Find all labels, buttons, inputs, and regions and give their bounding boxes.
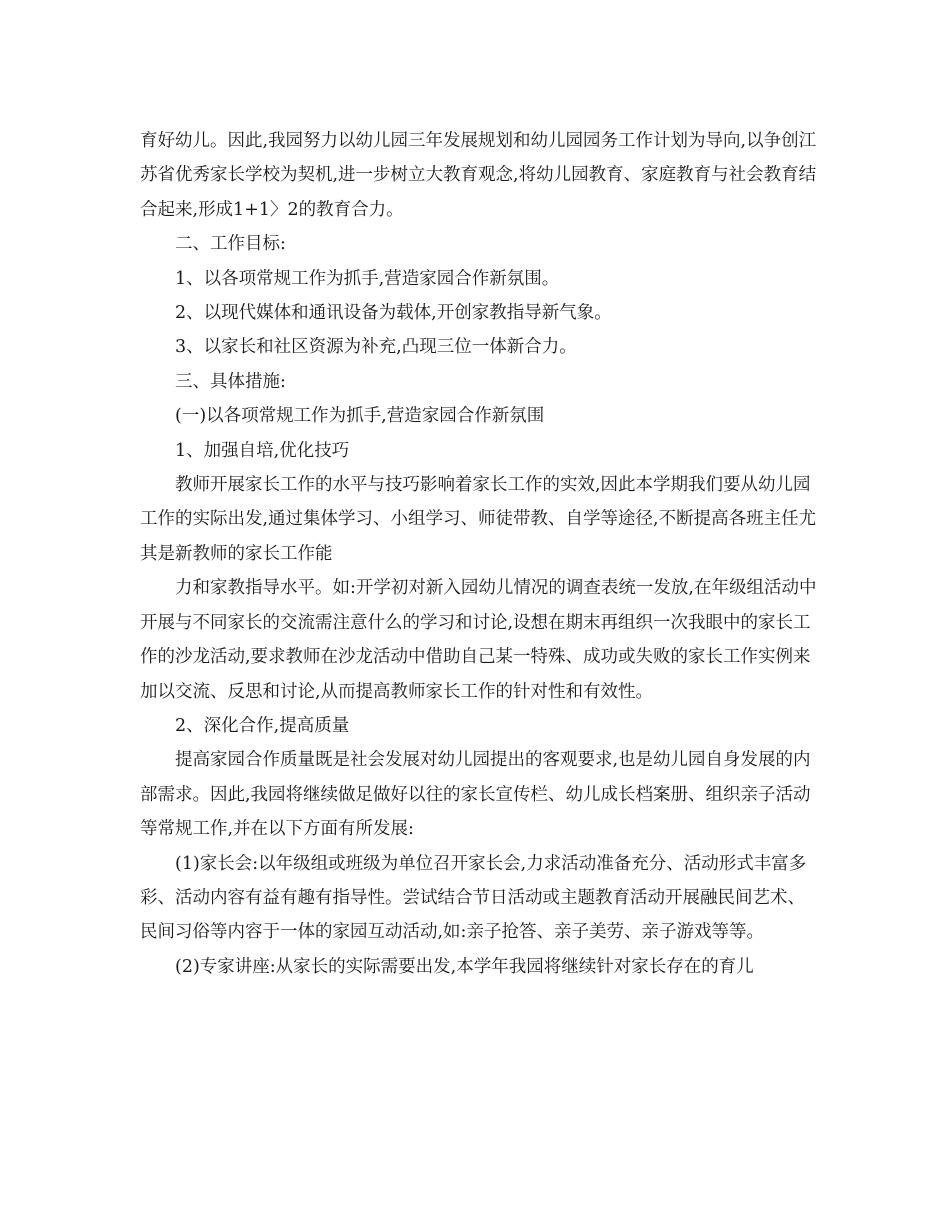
goal-item-1: 1、以各项常规工作为抓手,营造家园合作新氛围。 [175, 268, 560, 289]
goal-item-2: 2、以现代媒体和通讯设备为载体,开创家教指导新气象。 [175, 303, 612, 324]
paragraph-cooperation-quality: 提高家园合作质量既是社会发展对幼儿园提出的客观要求,也是幼儿园自身发展的内部需求。因此,我园将继续做足做好以往的家长宣传栏、幼儿成长档案册、组织亲子活动等常规工作,并在以下方面有所发展: [140, 750, 811, 840]
paragraph-guidance-level: 力和家教指导水平。如:开学初对新入园幼儿情况的调查表统一发放,在年级组活动中开展与不同家长的交流需注意什么的学习和讨论,设想在期末再组织一次我眼中的家长工作的沙龙活动,要求教师在沙龙活动中借助自己某一特殊、成功或失败的家长工作实例来加以交流、反思和讨论,从而提高教师家长工作的针对性和有效性。 [140, 578, 817, 702]
subheading-deepen-cooperation: 2、深化合作,提高质量 [175, 715, 350, 736]
paragraph-intro: 育好幼儿。因此,我园努力以幼儿园三年发展规划和幼儿园园务工作计划为导向,以争创江苏省优秀家长学校为契机,进一步树立大教育观念,将幼儿园教育、家庭教育与社会教育结合起来,形成1+1〉2的教育合力。 [140, 131, 817, 220]
heading-work-goals: 二、工作目标: [175, 234, 286, 255]
paragraph-teacher-skills: 教师开展家长工作的水平与技巧影响着家长工作的实效,因此本学期我们要从幼儿园工作的实际出发,通过集体学习、小组学习、师徒带教、自学等途径,不断提高各班主任尤其是新教师的家长工作能 [140, 475, 817, 564]
heading-measures: 三、具体措施: [175, 371, 286, 392]
goal-item-3: 3、以家长和社区资源为补充,凸现三位一体新合力。 [175, 337, 577, 358]
paragraph-expert-lecture: (2)专家讲座:从家长的实际需要出发,本学年我园将继续针对家长存在的育儿 [175, 956, 754, 977]
paragraph-parent-meeting: (1)家长会:以年级组或班级为单位召开家长会,力求活动准备充分、活动形式丰富多彩、活动内容有益有趣有指导性。尝试结合节日活动或主题教育活动开展融民间艺术、民间习俗等内容于一体的家园互动活动,如:亲子抢答、亲子美劳、亲子游戏等等。 [140, 853, 807, 943]
document-page [140, 124, 820, 984]
subheading-measure-1: (一)以各项常规工作为抓手,营造家园合作新氛围 [175, 406, 545, 427]
subheading-self-training: 1、加强自培,优化技巧 [175, 440, 350, 461]
